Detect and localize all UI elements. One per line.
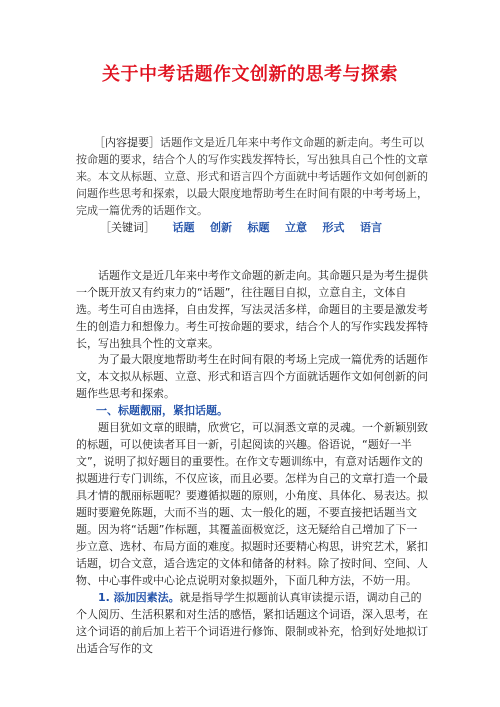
section-heading-1: 一、标题靓丽，紧扣话题。 bbox=[96, 404, 228, 417]
keywords bbox=[100, 219, 430, 235]
abstract bbox=[76, 134, 428, 219]
page-title: 关于中考话题作文创新的思考与探索 bbox=[102, 64, 398, 85]
keyword: 话题 bbox=[172, 221, 195, 234]
keywords-label: ［关键词］ bbox=[100, 221, 155, 234]
abstract-text: 话题作文是近几年来中考作文命题的新走向。考生可以按命题的要求，结合个人的写作实践发挥特长，写出独具自己个性的文章来。本文从标题、立意、形式和语言四个方面就中考话题作文如何创新的问题作些思考和探索，以最大限度地帮助考生在时间有限的中考考场上，完成一篇优秀的话题作文。 bbox=[76, 136, 428, 217]
body-paragraph-2: 为了最大限度地帮助考生在时间有限的考场上完成一篇优秀的话题作文，本文拟从标题、立意、形式和语言四个方面就话题作文如何创新的问题作些思考和探索。 bbox=[76, 353, 428, 400]
keyword: 立意 bbox=[285, 221, 307, 234]
keyword: 语言 bbox=[360, 221, 382, 234]
body-paragraph-3: 题目犹如文章的眼睛，欣赏它，可以洞悉文章的灵魂。一个新颖别致的标题，可以使读者耳目一新，引起阅读的兴趣。俗语说，“题好一半文”，说明了拟好题目的重要性。在作文专题训练中，有意对话题作文的拟题进行专门训练，不仅应该，而且必要。怎样为自己的文章打造一个最具才情的靓丽标题呢？要遵循拟题的原则，小角度、具体化、易表达。拟题时要避免陈题，大而不当的题、太一般化的题，不要直接把话题当文题。因为将“话题”作标题，其覆盖面极宽泛，这无疑给自己增加了下一步立意、选材、布局方面的难度。拟题时还要精心构思，讲究艺术，紧扣话题，切合文意，适合选定的文体和储备的材料。除了按时间、空间、人物、中心事件或中心论点说明对象拟题外，下面几种方法，不妨一用。 bbox=[76, 421, 428, 587]
keyword: 形式 bbox=[322, 221, 345, 234]
body-paragraph-1: 话题作文是近几年来中考作文命题的新走向。其命题只是为考生提供一个既开放又有约束力的“话题”，往往题目自拟，立意自主，文体自选。考生可自由选择，自由发挥，写法灵活多样，命题目的主要是激发考生的创造力和想像力。考生可按命题的要求，结合个人的写作实践发挥特长，写出独具个性的文章来。 bbox=[76, 269, 428, 350]
keyword: 标题 bbox=[247, 221, 270, 234]
subheading-label: 1. 添加因素法。 bbox=[98, 591, 180, 604]
keyword: 创新 bbox=[210, 221, 232, 234]
body-paragraph-4-text: 就是指导学生拟题前认真审读提示语，调动自己的个人阅历、生活积累和对生活的感悟，紧扣话题这个词语，深入思考，在这个词语的前后加上若干个词语进行修饰、限制或补充，恰到好处地拟订出适合写作的文 bbox=[76, 591, 428, 655]
body-paragraph-4 bbox=[76, 589, 428, 657]
abstract-label: ［内容提要］ bbox=[94, 136, 160, 149]
